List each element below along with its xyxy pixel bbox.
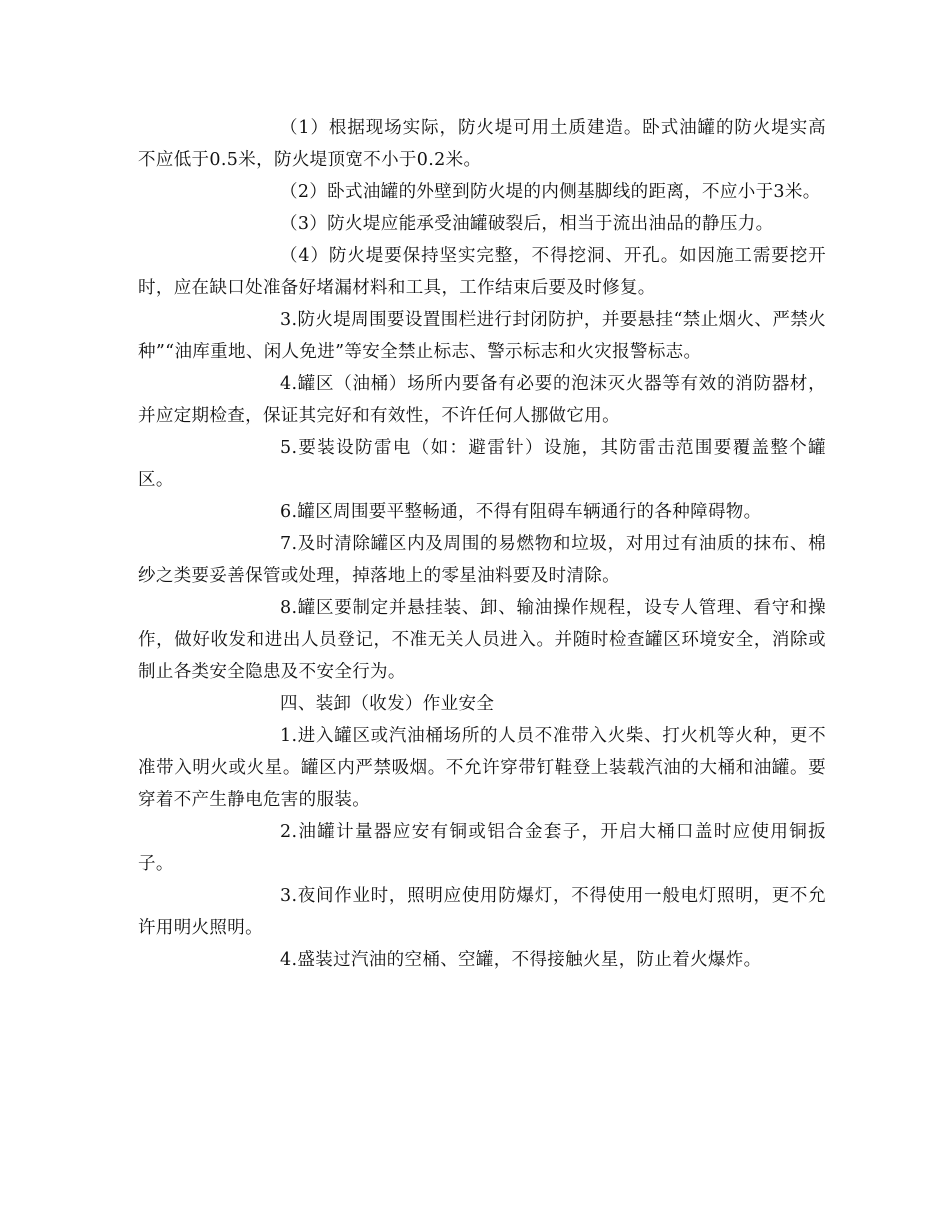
paragraph-loading-1: 1.进入罐区或汽油桶场所的人员不准带入火柴、打火机等火种，更不准带入明火或火星。罐区内严禁吸烟。不允许穿带钉鞋登上装载汽油的大桶和油罐。要穿着不产生静电危害的服装。: [138, 726, 826, 810]
paragraph-item-5: 5.要装设防雷电（如：避雷针）设施，其防雷击范围要覆盖整个罐区。: [138, 438, 826, 490]
paragraph-fire-dike-2: （2）卧式油罐的外壁到防火堤的内侧基脚线的距离，不应小于3米。: [280, 182, 821, 202]
paragraph-item-6: 6.罐区周围要平整畅通，不得有阻碍车辆通行的各种障碍物。: [280, 502, 762, 522]
paragraph-loading-4: 4.盛装过汽油的空桶、空罐，不得接触火星，防止着火爆炸。: [280, 950, 762, 970]
paragraph-loading-3: 3.夜间作业时，照明应使用防爆灯，不得使用一般电灯照明，更不允许用明火照明。: [138, 886, 826, 938]
paragraph-loading-2: 2.油罐计量器应安有铜或铝合金套子，开启大桶口盖时应使用铜扳子。: [138, 822, 826, 874]
section-heading: 四、装卸（收发）作业安全: [280, 694, 495, 714]
paragraph-item-7: 7.及时清除罐区内及周围的易燃物和垃圾，对用过有油质的抹布、棉纱之类要妥善保管或处理，掉落地上的零星油料要及时清除。: [138, 534, 826, 586]
paragraph-fire-dike-4: （4）防火堤要保持坚实完整，不得挖洞、开孔。如因施工需要挖开时，应在缺口处准备好堵漏材料和工具，工作结束后要及时修复。: [138, 246, 826, 298]
paragraph-item-4: 4.罐区（油桶）场所内要备有必要的泡沫灭火器等有效的消防器材，并应定期检查，保证其完好和有效性，不许任何人挪做它用。: [138, 374, 826, 426]
paragraph-fire-dike-3: （3）防火堤应能承受油罐破裂后，相当于流出油品的静压力。: [280, 214, 774, 234]
paragraph-item-3: 3.防火堤周围要设置围栏进行封闭防护，并要悬挂“禁止烟火、严禁火种”“油库重地、闲人免进”等安全禁止标志、警示标志和火灾报警标志。: [138, 310, 826, 362]
paragraph-fire-dike-1: （1）根据现场实际，防火堤可用土质建造。卧式油罐的防火堤实高不应低于0.5米，防火堤顶宽不小于0.2米。: [138, 118, 826, 170]
document-body: [138, 112, 826, 976]
paragraph-item-8: 8.罐区要制定并悬挂装、卸、输油操作规程，设专人管理、看守和操作，做好收发和进出人员登记，不准无关人员进入。并随时检查罐区环境安全，消除或制止各类安全隐患及不安全行为。: [138, 598, 826, 682]
